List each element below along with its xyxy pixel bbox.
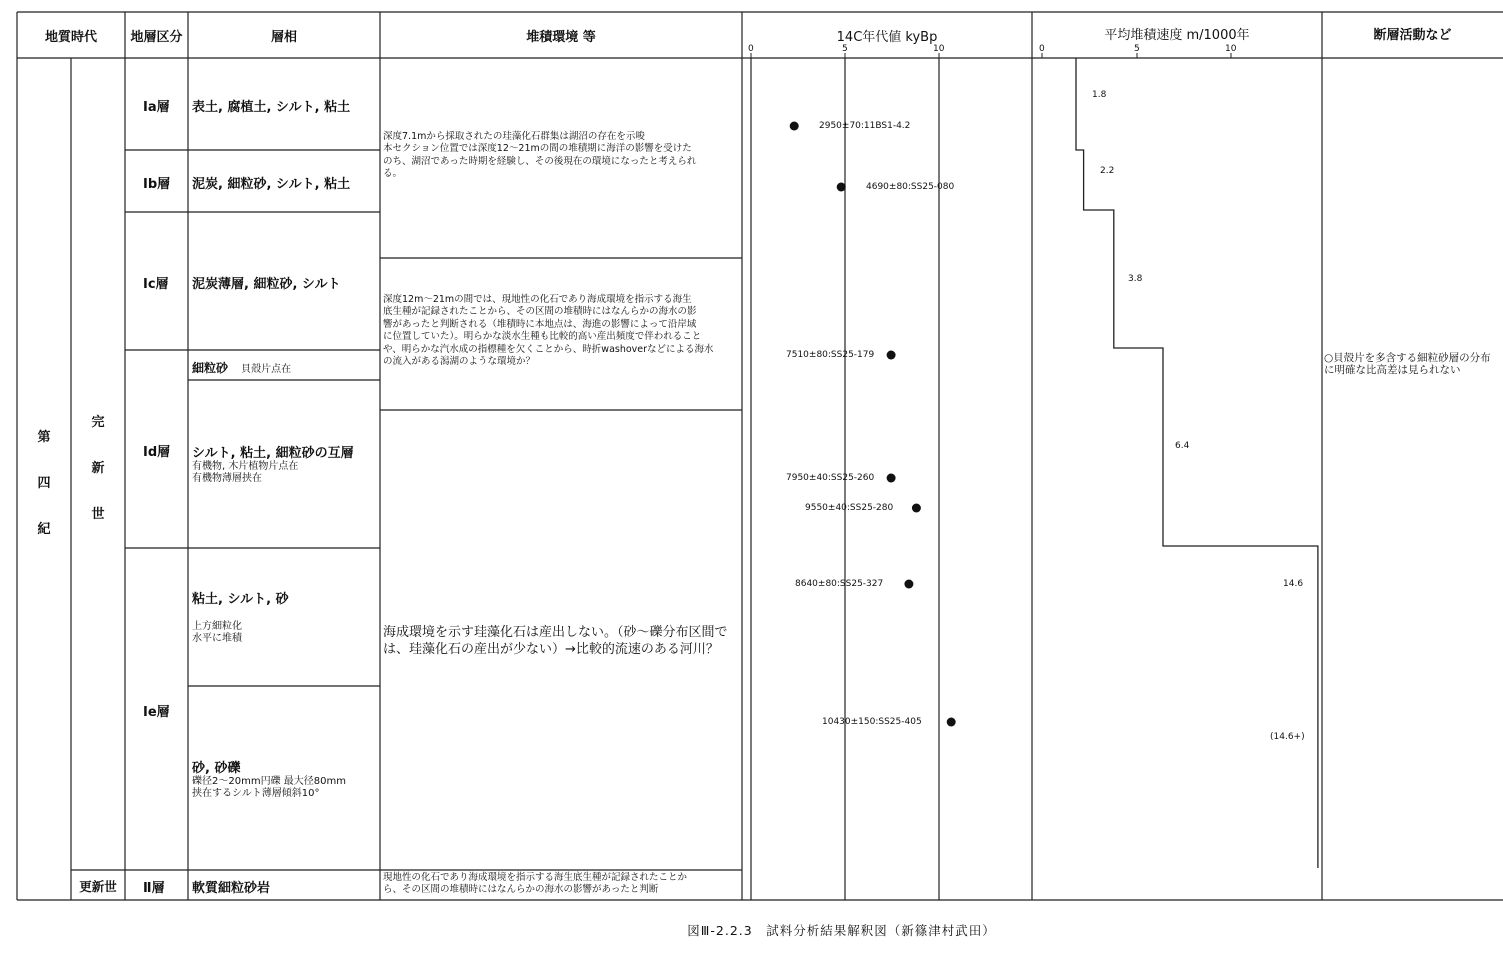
c14-label-3: 7510±80:SS25-179 bbox=[786, 350, 875, 360]
epoch-char-3: 世 bbox=[91, 507, 105, 522]
env2-line-2: 底生種が記録されたことから、その区間の堆積時にはなんらかの海水の影 bbox=[383, 306, 697, 318]
epoch-char-2: 新 bbox=[91, 461, 105, 476]
lith-id1-sub: 貝殻片点在 bbox=[241, 364, 292, 375]
fault-remark bbox=[1324, 352, 1502, 376]
layer-ib: Ⅰb層 bbox=[143, 177, 171, 192]
layer-ic: Ⅰc層 bbox=[143, 277, 169, 292]
lith-ie2-main: 砂, 砂礫 bbox=[192, 761, 241, 776]
lith-ie-lower bbox=[192, 757, 346, 800]
env2-line-5: や、明らかな汽水成の指標種を欠くことから、時折washoverなどによる海水 bbox=[383, 343, 714, 355]
rate-label-1: 1.8 bbox=[1092, 90, 1107, 100]
lith-ii: 軟質細粒砂岩 bbox=[192, 881, 271, 896]
header-c14: 14C年代値 kyBp bbox=[836, 30, 938, 45]
period-char-3: 紀 bbox=[37, 522, 51, 537]
env-text-1 bbox=[383, 131, 739, 181]
layer-id: Ⅰd層 bbox=[143, 445, 171, 460]
env1-line-3: のち、湖沼であった時期を経験し、その後現在の環境になったと考えられ bbox=[383, 155, 697, 167]
lith-id-upper bbox=[192, 357, 291, 376]
lith-ic: 泥炭薄層, 細粒砂, シルト bbox=[192, 277, 341, 292]
lith-ie1-main: 粘土, シルト, 砂 bbox=[192, 592, 289, 607]
rate-label-6: (14.6+) bbox=[1270, 732, 1305, 742]
lith-ib: 泥炭, 細粒砂, シルト, 粘土 bbox=[192, 177, 351, 192]
header-rate: 平均堆積速度 m/1000年 bbox=[1104, 28, 1250, 43]
env3-line-2: は、珪藻化石の産出が少ない）→比較的流速のある河川？ bbox=[383, 642, 719, 657]
env2-line-3: 響があったと判断される（堆積時に本地点は、海進の影響によって沿岸域 bbox=[383, 318, 697, 330]
c14-point bbox=[887, 474, 896, 483]
c14-label-6: 8640±80:SS25-327 bbox=[795, 579, 884, 589]
figure-caption: 図Ⅲ-2.2.3 試料分析結果解釈図（新篠津村武田） bbox=[687, 923, 996, 938]
c14-point bbox=[904, 580, 913, 589]
header-facies: 層相 bbox=[270, 30, 297, 45]
fault-line-1: ○貝殻片を多含する細粒砂層の分布 bbox=[1324, 352, 1491, 364]
lith-id-lower bbox=[192, 442, 354, 485]
lith-ie-upper bbox=[192, 588, 289, 645]
c14-point bbox=[790, 122, 799, 131]
env1-line-2: 本セクション位置では深度12～21mの間の堆積期に海洋の影響を受けた bbox=[383, 143, 692, 155]
env4-line-1: 現地性の化石であり海成環境を指示する海生底生種が記録されたことか bbox=[383, 872, 688, 883]
c14-label-2: 4690±80:SS25-080 bbox=[866, 182, 955, 192]
c14-tick-5: 5 bbox=[842, 44, 848, 54]
rate-tick-0: 0 bbox=[1039, 44, 1045, 54]
c14-point bbox=[887, 351, 896, 360]
lith-ie2-sub1: 礫径2～20mm円礫 最大径80mm bbox=[192, 776, 346, 787]
c14-label-5: 9550±40:SS25-280 bbox=[805, 503, 894, 513]
c14-point bbox=[947, 718, 956, 727]
period-char-2: 四 bbox=[37, 476, 51, 491]
lith-id2-sub2: 有機物薄層挟在 bbox=[192, 473, 262, 484]
env-text-4 bbox=[383, 872, 739, 897]
header-stratigraphic-division: 地層区分 bbox=[130, 30, 183, 45]
header-geologic-age: 地質時代 bbox=[44, 30, 97, 45]
c14-label-1: 2950±70:11BS1-4.2 bbox=[819, 121, 911, 131]
layer-ia: Ⅰa層 bbox=[143, 100, 170, 115]
env2-line-4: に位置していた）。明らかな淡水生種も比較的高い産出頻度で伴われること bbox=[383, 331, 702, 343]
sedimentation-rate-line bbox=[1076, 58, 1318, 868]
env1-line-4: る。 bbox=[383, 168, 403, 180]
env-text-2 bbox=[383, 294, 739, 368]
c14-tick-0: 0 bbox=[748, 44, 754, 54]
env3-line-1: 海成環境を示す珪藻化石は産出しない。（砂～礫分布区間で bbox=[383, 625, 728, 640]
lith-id2-sub1: 有機物, 木片植物片点在 bbox=[192, 461, 299, 472]
lith-ia: 表土, 腐植土, シルト, 粘土 bbox=[192, 100, 351, 115]
period-char-1: 第 bbox=[37, 430, 51, 445]
header-fault: 断層活動など bbox=[1373, 28, 1452, 43]
lith-ie1-sub1: 上方細粒化 bbox=[192, 621, 242, 632]
c14-point bbox=[912, 504, 921, 513]
rate-tick-5: 5 bbox=[1134, 44, 1140, 54]
epoch-pleistocene: 更新世 bbox=[79, 879, 117, 894]
lith-id2-main: シルト, 粘土, 細粒砂の互層 bbox=[192, 446, 354, 461]
c14-label-4: 7950±40:SS25-260 bbox=[786, 473, 875, 483]
layer-ie: Ⅰe層 bbox=[143, 705, 170, 720]
layer-ii: Ⅱ層 bbox=[143, 881, 165, 896]
rate-label-4: 6.4 bbox=[1175, 441, 1190, 451]
env4-line-2: ら、その区間の堆積時にはなんらかの海水の影響があったと判断 bbox=[383, 884, 659, 896]
header-environment: 堆積環境 等 bbox=[526, 30, 596, 45]
c14-tick-10: 10 bbox=[933, 44, 945, 54]
fault-line-2: に明確な比高差は見られない bbox=[1324, 364, 1461, 376]
lith-ie1-sub2: 水平に堆積 bbox=[192, 633, 242, 644]
rate-label-5: 14.6 bbox=[1283, 579, 1304, 589]
rate-tick-10: 10 bbox=[1225, 44, 1237, 54]
c14-point bbox=[837, 183, 846, 192]
rate-label-2: 2.2 bbox=[1100, 166, 1115, 176]
env-text-3 bbox=[383, 624, 739, 658]
env2-line-6: の流入がある潟湖のような環境か？ bbox=[383, 356, 536, 368]
rate-label-3: 3.8 bbox=[1128, 274, 1143, 284]
lith-id1-main: 細粒砂 bbox=[192, 361, 229, 375]
env2-line-1: 深度12m～21mの間では、現地性の化石であり海成環境を指示する海生 bbox=[383, 294, 692, 305]
c14-label-7: 10430±150:SS25-405 bbox=[822, 717, 922, 727]
epoch-char-1: 完 bbox=[91, 415, 105, 430]
env1-line-1: 深度7.1mから採取されたの珪藻化石群集は湖沼の存在を示唆 bbox=[383, 131, 645, 142]
lith-ie2-sub2: 挟在するシルト薄層傾斜10° bbox=[192, 788, 320, 799]
